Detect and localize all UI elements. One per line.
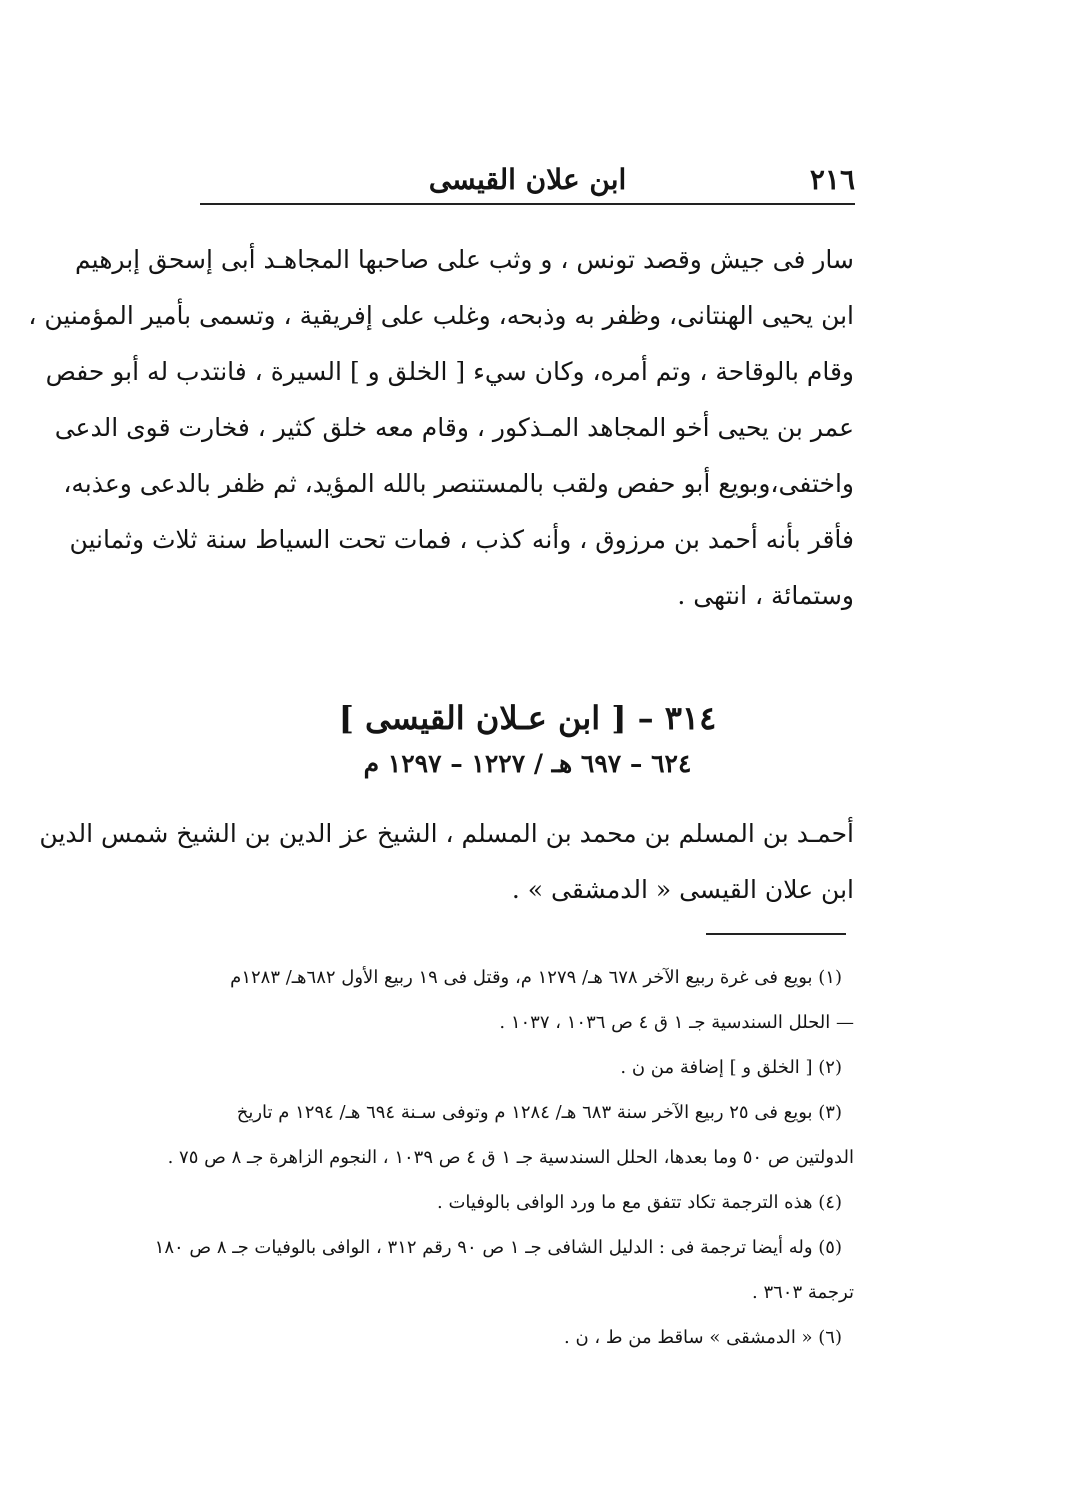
footnote-line: (٥) وله أيضا ترجمة فى : الدليل الشافى جـ ١ ص ٩٠ رقم ٣١٢ ، الوافى بالوفيات جـ ٨ ص ١٨٠: [154, 1237, 842, 1258]
body-paragraph: [28, 232, 854, 624]
body-line: ابن يحيى الهنتانى، وظفر به وذبحه، وغلب على إفريقية ، وتسمى بأمير المؤمنين ،: [28, 301, 854, 330]
footnote-line: (١) بويع فى غرة ربيع الآخر ٦٧٨ هـ/ ١٢٧٩ م، وقتل فى ١٩ ربيع الأول ٦٨٢هـ/ ١٢٨٣م: [230, 967, 842, 988]
footnote-line: (٦) « الدمشقى » ساقط من ط ، ن .: [564, 1327, 842, 1348]
footnote-line: (٤) هذه الترجمة تكاد تتفق مع ما ورد الوافى بالوفيات .: [437, 1192, 842, 1213]
body-line: عمر بن يحيى أخو المجاهد المـذكور ، وقام معه خلق كثير ، فخارت قوى الدعى: [54, 413, 854, 442]
body-line: سار فى جيش وقصد تونس ، و وثب على صاحبها المجاهـد أبى إسحق إبرهيم: [75, 245, 854, 274]
footnote-divider: [706, 933, 846, 935]
entry-line: ابن علان القيسى « الدمشقى » .: [511, 875, 854, 904]
body-line: واختفى،وبويع أبو حفص ولقب بالمستنصر بالله المؤيد، ثم ظفر بالدعى وعذبه،: [63, 469, 854, 498]
entry-heading: [200, 694, 855, 786]
entry-dates: ٦٢٤ – ٦٩٧ هـ / ١٢٢٧ – ١٢٩٧ م: [363, 749, 692, 778]
body-line: وقام بالوقاحة ، وتم أمره، وكان سيء [ الخلق و ] السيرة ، فانتدب له أبو حفص: [45, 357, 854, 386]
entry-line: أحمـد بن المسلم بن محمد بن المسلم ، الشيخ عز الدين بن الشيخ شمس الدين: [39, 819, 854, 848]
footnote-line: — الحلل السندسية جـ ١ ق ٤ ص ١٠٣٦ ، ١٠٣٧ .: [499, 1012, 854, 1033]
footnote-line: (٣) بويع فى ٢٥ ربيع الآخر سنة ٦٨٣ هـ/ ١٢٨٤ م وتوفى سـنة ٦٩٤ هـ/ ١٢٩٤ م تاريخ: [236, 1102, 842, 1123]
footnote-line: الدولتين ص ٥٠ وما بعدها، الحلل السندسية جـ ١ ق ٤ ص ١٠٣٩ ، النجوم الزاهرة جـ ٨ ص ٧٥ .: [167, 1147, 854, 1168]
body-line: فأقر بأنه أحمد بن مرزوق ، وأنه كذب ، فمات تحت السياط سنة ثلاث وثمانين: [69, 525, 854, 554]
footnote-line: (٢) [ الخلق و ] إضافة من ن .: [620, 1057, 842, 1078]
footnotes: [154, 955, 854, 1360]
page-header: [200, 160, 855, 200]
running-title: ابن علان القيسى: [428, 163, 627, 196]
header-divider: [200, 203, 855, 205]
entry-title: ٣١٤ – [ ابن عـلان القيسى ]: [338, 699, 717, 737]
footnote-line: ترجمة ٣٦٠٣ .: [752, 1282, 854, 1303]
body-line: وستمائة ، انتهى .: [677, 581, 854, 610]
entry-paragraph: [39, 806, 854, 918]
page-number: ٢١٦: [809, 163, 855, 196]
